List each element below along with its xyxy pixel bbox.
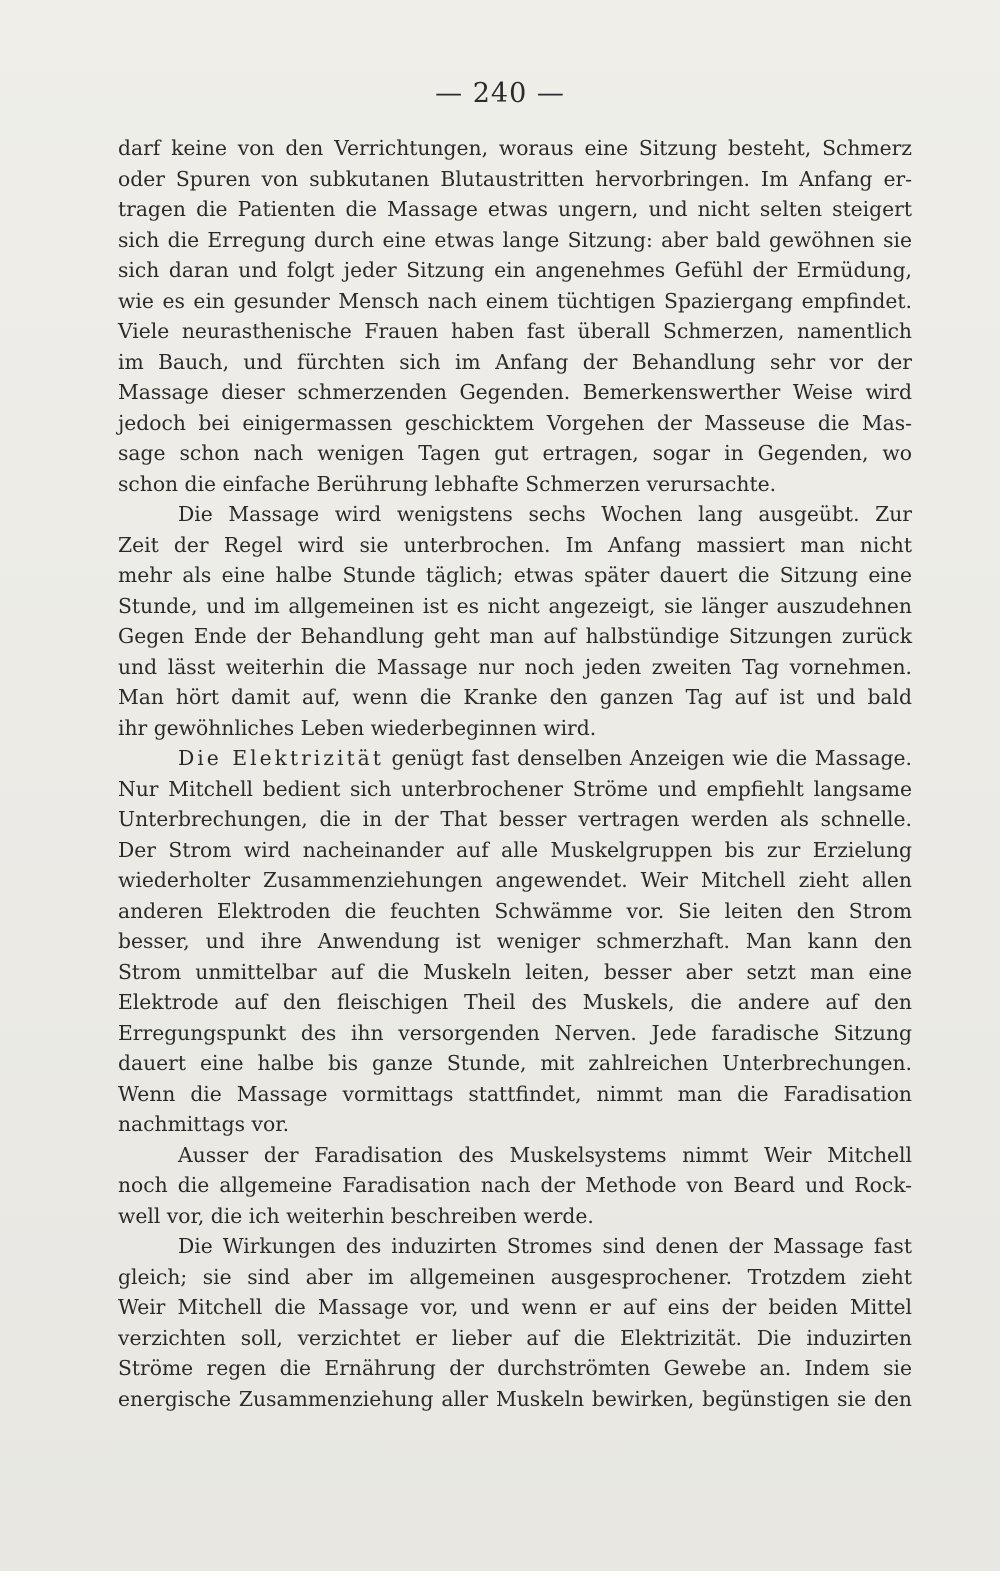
text-line: Viele neurasthenische Frauen haben fast überall Schmerzen, namentlich bbox=[118, 319, 912, 343]
text-line: jedoch bei einigermassen geschicktem Vorgehen der Masseuse die Mas- bbox=[118, 410, 912, 435]
text-line: sich die Erregung durch eine etwas lange Sitzung: aber bald gewöhnen sie bbox=[118, 227, 912, 252]
text-line: Massage dieser schmerzenden Gegenden. Bemerkenswerther Weise wird bbox=[118, 380, 912, 404]
text-line: sage schon nach wenigen Tagen gut ertragen, sogar in Gegenden, wo bbox=[118, 441, 912, 465]
text-line: Zeit der Regel wird sie unterbrochen. Im Anfang massiert man nicht bbox=[118, 532, 912, 557]
text-line: energische Zusammenziehung aller Muskeln bewirken, begünstigen sie den bbox=[118, 1386, 912, 1411]
text-line: Man hört damit auf, wenn die Kranke den ganzen Tag auf ist und bald bbox=[118, 685, 912, 709]
text-line: verzichten soll, verzichtet er lieber auf die Elektrizität. Die induzirten bbox=[118, 1325, 912, 1350]
text-line: Wenn die Massage vormittags stattfindet, nimmt man die Faradisation bbox=[118, 1081, 912, 1106]
text-line: gleich; sie sind aber im allgemeinen ausgesprochener. Trotzdem zieht bbox=[118, 1264, 912, 1289]
text-line: Elektrode auf den fleischigen Theil des Muskels, die andere auf den bbox=[118, 990, 912, 1014]
text-line: Der Strom wird nacheinander auf alle Muskelgruppen bis zur Erzielung bbox=[118, 837, 912, 862]
text-line: Gegen Ende der Behandlung geht man auf halbstündige Sitzungen zurück bbox=[118, 624, 912, 648]
text-line: im Bauch, und fürchten sich im Anfang der Behandlung sehr vor der bbox=[118, 349, 912, 374]
text-line: tragen die Patienten die Massage etwas ungern, und nicht selten steigert bbox=[118, 197, 912, 221]
text-line: schon die einfache Berührung lebhafte Schmerzen verursachte. bbox=[118, 471, 777, 496]
text-line: und lässt weiterhin die Massage nur noch jeden zweiten Tag vornehmen. bbox=[118, 654, 912, 679]
emphasized-term: Die Elektrizität bbox=[178, 746, 384, 770]
line-rest: genügt fast denselben Anzeigen wie die Massage. bbox=[383, 746, 912, 770]
text-line: Die Massage wird wenigstens sechs Wochen lang ausgeübt. Zur bbox=[178, 502, 912, 526]
text-line: Erregungspunkt des ihn versorgenden Nerven. Jede faradische Sitzung bbox=[118, 1020, 912, 1045]
text-line: ihr gewöhnliches Leben wiederbeginnen wird. bbox=[118, 715, 597, 740]
text-line: well vor, die ich weiterhin beschreiben werde. bbox=[118, 1203, 594, 1228]
text-line: wiederholter Zusammenziehungen angewendet. Weir Mitchell zieht allen bbox=[118, 868, 912, 892]
text-line: Ströme regen die Ernährung der durchströmten Gewebe an. Indem sie bbox=[118, 1356, 912, 1380]
text-line: dauert eine halbe bis ganze Stunde, mit zahlreichen Unterbrechungen. bbox=[118, 1051, 912, 1075]
text-line: darf keine von den Verrichtungen, woraus eine Sitzung besteht, Schmerz bbox=[118, 136, 912, 160]
body-text bbox=[118, 133, 912, 1414]
text-line: Nur Mitchell bedient sich unterbrochener Ströme und empfiehlt langsame bbox=[118, 776, 912, 801]
text-line: besser, und ihre Anwendung ist weniger schmerzhaft. Man kann den bbox=[118, 929, 912, 953]
text-line: anderen Elektroden die feuchten Schwämme vor. Sie leiten den Strom bbox=[118, 898, 912, 923]
text-line: Die Wirkungen des induzirten Stromes sind denen der Massage fast bbox=[178, 1234, 912, 1258]
text-line: Unterbrechungen, die in der That besser vertragen werden als schnelle. bbox=[118, 807, 912, 831]
text-line: Weir Mitchell die Massage vor, und wenn er auf eins der beiden Mittel bbox=[118, 1295, 912, 1319]
text-line: nachmittags vor. bbox=[118, 1112, 290, 1136]
text-line: mehr als eine halbe Stunde täglich; etwas später dauert die Sitzung eine bbox=[118, 563, 912, 587]
text-line: Ausser der Faradisation des Muskelsystems nimmt Weir Mitchell bbox=[178, 1142, 912, 1167]
text-line bbox=[118, 743, 912, 774]
text-line: sich daran und folgt jeder Sitzung ein angenehmes Gefühl der Ermüdung, bbox=[118, 258, 912, 282]
text-line: oder Spuren von subkutanen Blutaustritten hervorbringen. Im Anfang er- bbox=[118, 166, 912, 191]
text-line: noch die allgemeine Faradisation nach der Methode von Beard und Rock- bbox=[118, 1173, 912, 1197]
text-line: Stunde, und im allgemeinen ist es nicht angezeigt, sie länger auszudehnen bbox=[118, 593, 912, 618]
text-line: Strom unmittelbar auf die Muskeln leiten, besser aber setzt man eine bbox=[118, 959, 912, 984]
page-number: — 240 — bbox=[435, 78, 565, 109]
text-line: wie es ein gesunder Mensch nach einem tüchtigen Spaziergang empfindet. bbox=[118, 288, 912, 313]
